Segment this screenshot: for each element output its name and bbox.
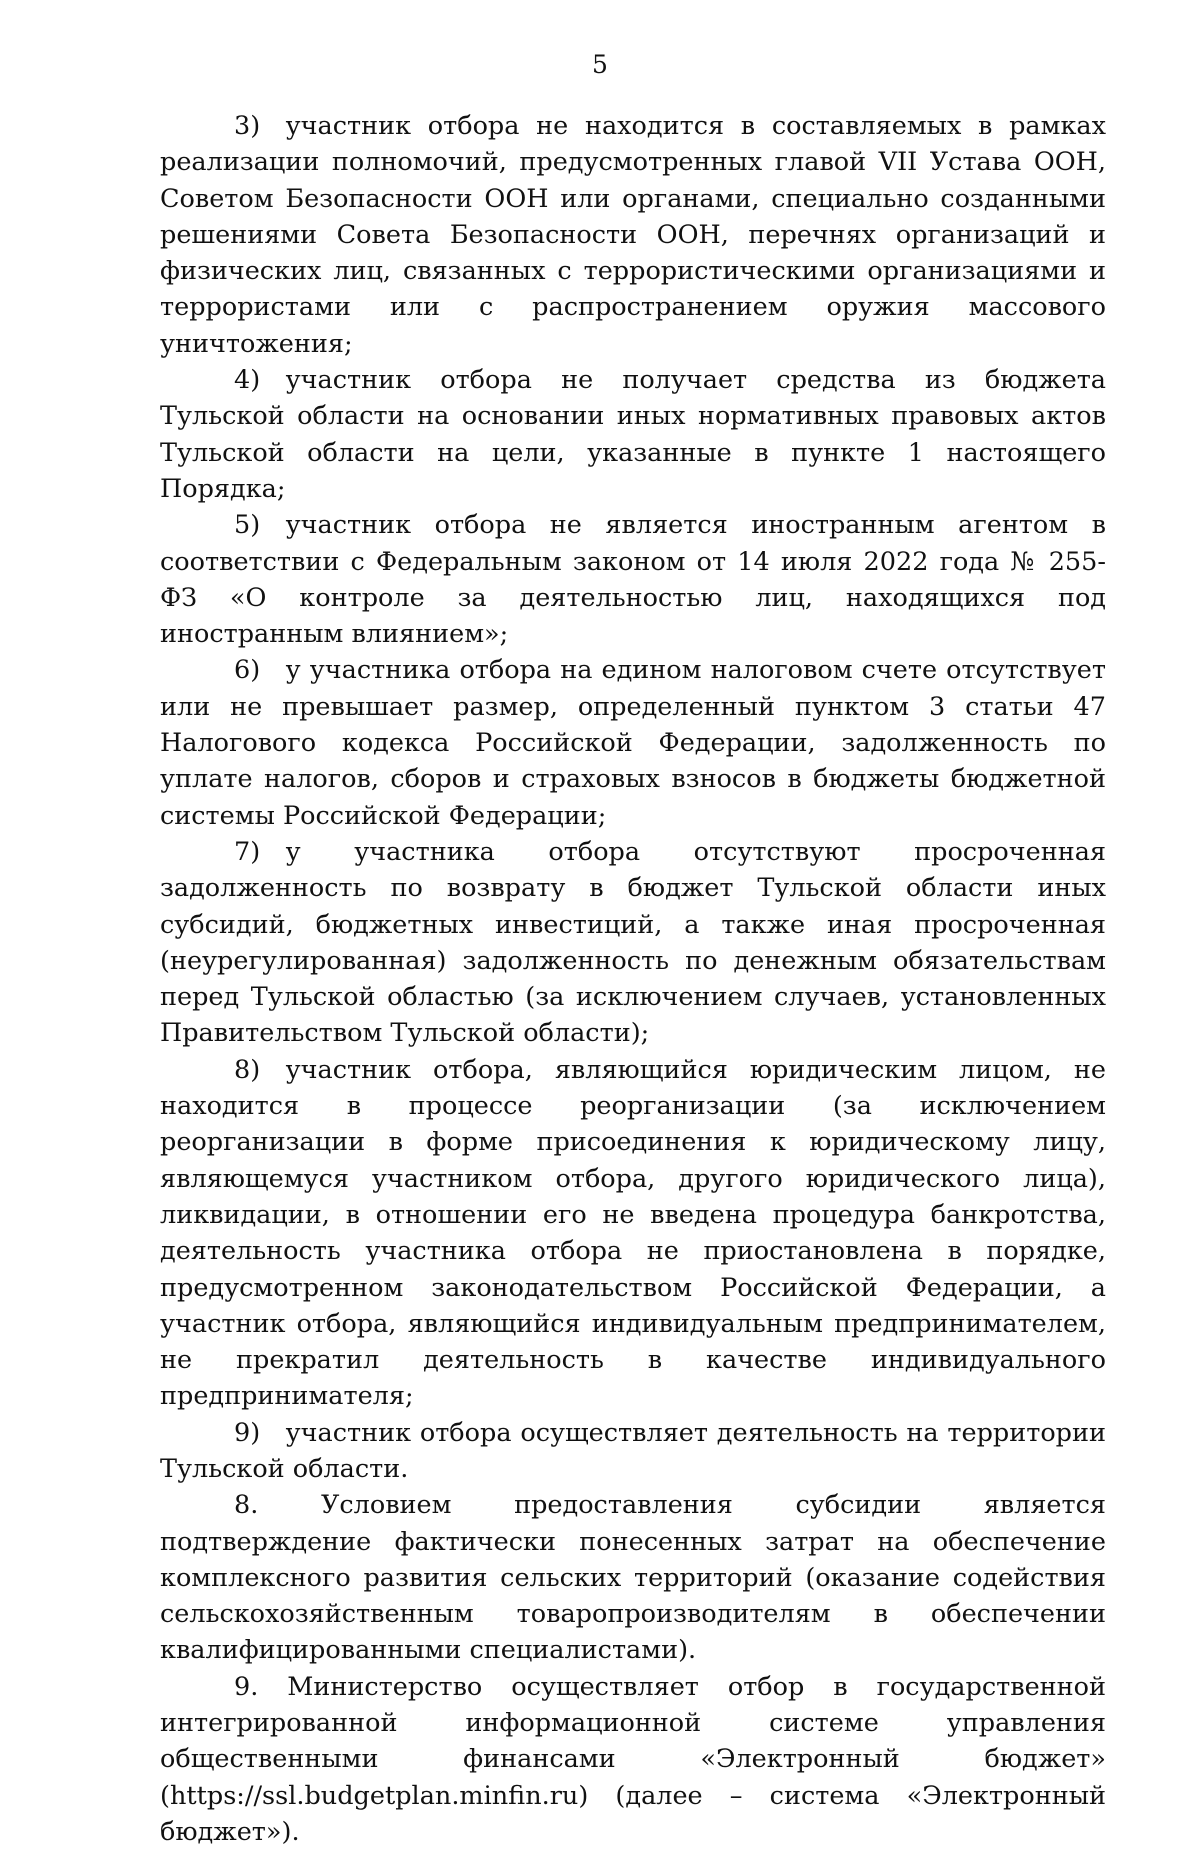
clause-4: 4) участник отбора не получает средства из бюджета Тульской области на основании иных нормативных правовых актов Тульской области на цели, указанные в пункте 1 настоящего Порядка; (160, 365, 1106, 504)
section-9-paragraph: 9. Министерство осуществляет отбор в государственной интегрированной информационной системе управления общественными финансами «Электронный бюджет» (https://ssl.budgetplan.minfin.ru) (далее – система «Электронный бюджет»). (160, 1671, 1106, 1847)
clause-3: 3) участник отбора не находится в составляемых в рамках реализации полномочий, предусмотренных главой VII Устава ООН, Советом Безопасности ООН или органами, специально созданными решениями Совета Безопасности ООН, перечнях организаций и физических лиц, связанных с террористическими организациями и террористами или с распространением оружия массового уничтожения; (160, 111, 1106, 359)
clause-6: 6) у участника отбора на едином налоговом счете отсутствует или не превышает размер, определенный пунктом 3 статьи 47 Налогового кодекса Российской Федерации, задолженность по уплате налогов, сборов и страховых взносов в бюджеты бюджетной системы Российской Федерации; (160, 655, 1106, 831)
clause-5: 5) участник отбора не является иностранным агентом в соответствии с Федеральным законом от 14 июля 2022 года № 255-ФЗ «О контроле за деятельностью лиц, находящихся под иностранным влиянием»; (160, 510, 1106, 650)
document-body (160, 108, 1106, 1850)
clause-7: 7) у участника отбора отсутствуют просроченная задолженность по возврату в бюджет Тульской области иных субсидий, бюджетных инвестиций, а также иная просроченная (неурегулированная) задолженность по денежным обязательствам перед Тульской областью (за исключением случаев, установленных Правительством Тульской области); (160, 836, 1106, 1049)
clause-8: 8) участник отбора, являющийся юридическим лицом, не находится в процессе реорганизации (за исключением реорганизации в форме присоединения к юридическому лицу, являющемуся участником отбора, другого юридического лица), ликвидации, в отношении его не введена процедура банкротства, деятельность участника отбора не приостановлена в порядке, предусмотренном законодательством Российской Федерации, а участник отбора, являющийся индивидуальным предпринимателем, не прекратил деятельность в качестве индивидуального предпринимателя; (160, 1054, 1106, 1412)
page-number: 5 (592, 50, 608, 79)
section-8-paragraph: 8. Условием предоставления субсидии является подтверждение фактически понесенных затрат на обеспечение комплексного развития сельских территорий (оказание содействия сельскохозяйственным товаропроизводителям в обеспечении квалифицированными специалистами). (160, 1490, 1106, 1666)
clause-9: 9) участник отбора осуществляет деятельность на территории Тульской области. (160, 1417, 1106, 1484)
